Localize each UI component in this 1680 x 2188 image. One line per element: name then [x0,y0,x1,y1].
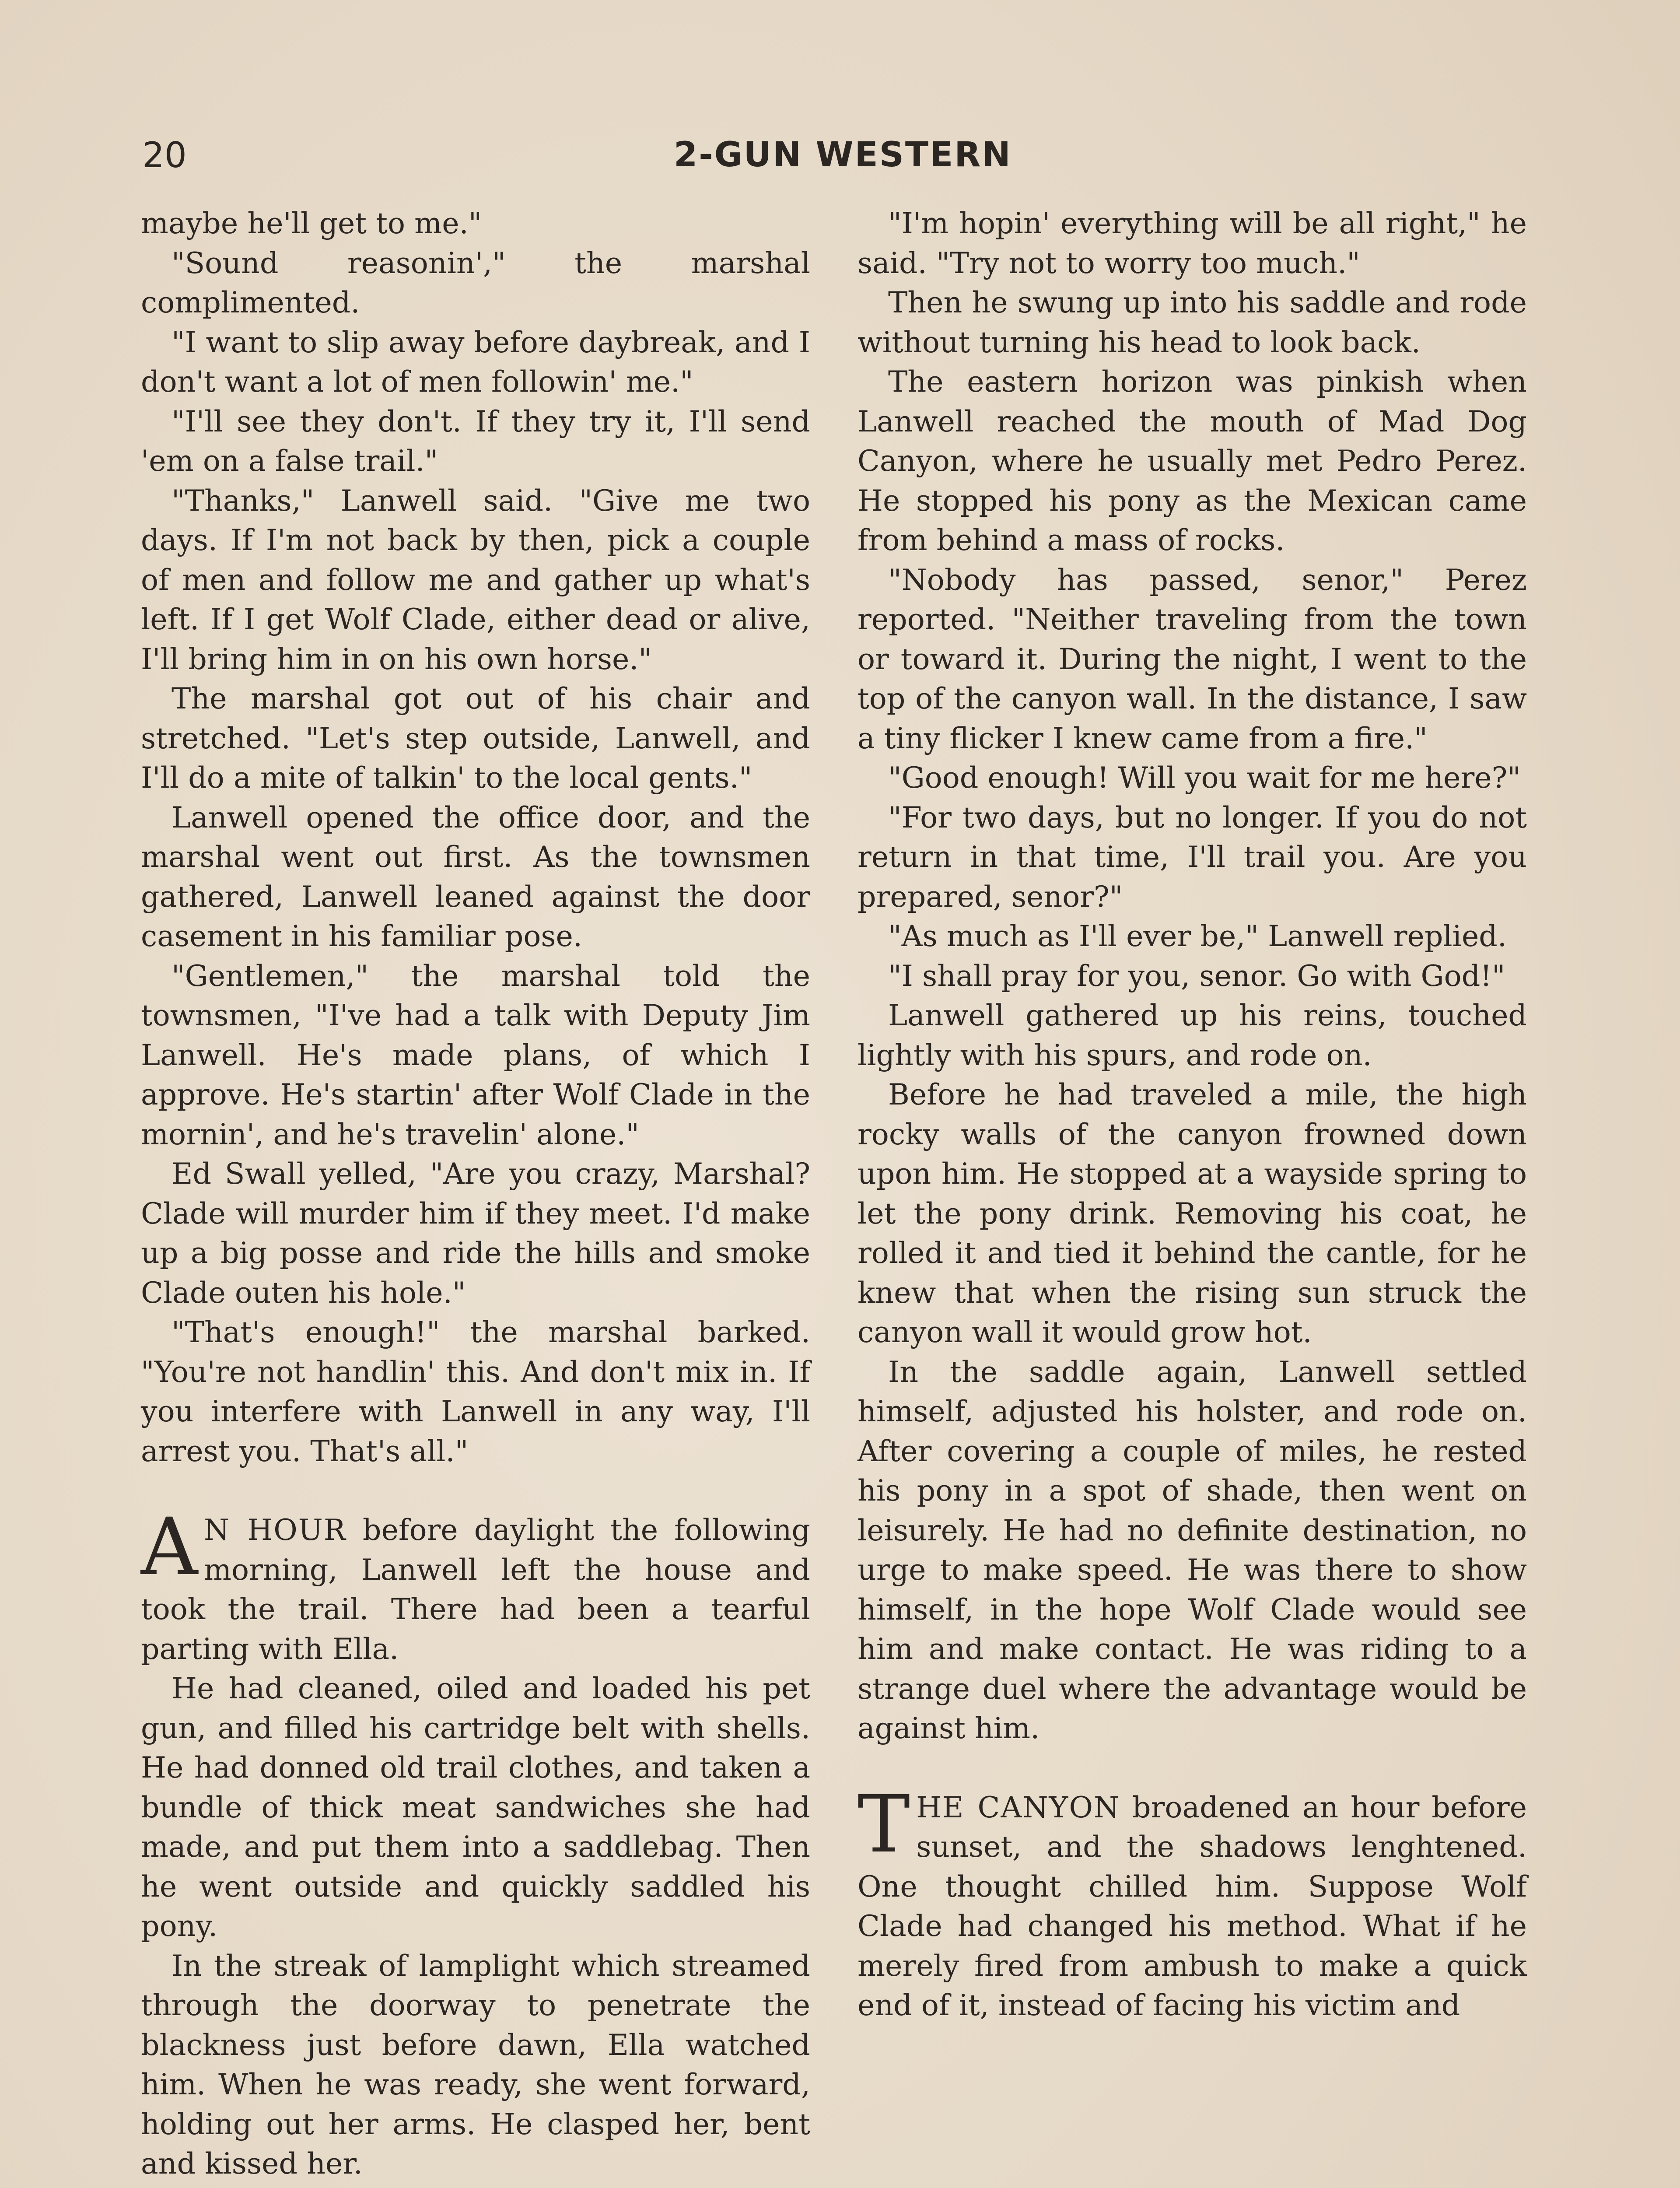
page-number: 20 [142,135,187,175]
lead-in-caps: N HOUR [204,1513,346,1547]
paragraph: Ed Swall yelled, "Are you crazy, Marshal? Clade will murder him if they meet. I'd make up a big posse and ride the hills and smoke Clade outen his hole." [141,1157,810,1310]
paragraph: "I shall pray for you, senor. Go with God!" [888,958,1505,993]
drop-cap: T [858,1778,910,1870]
section-opening-paragraph [141,1501,810,1669]
paragraph: Then he swung up into his saddle and rode without turning his head to look back. [858,285,1527,359]
paragraph: In the saddle again, Lanwell settled himself, adjusted his holster, and rode on. After covering a couple of miles, he rested his pony in a spot of shade, then went on leisurely. He had no definite destination, no urge to make speed. He was there to show himself, in the hope Wolf Clade would see him and make contact. He was riding to a strange duel where the advantage would be against him. [858,1354,1527,1745]
paragraph-text: broadened an hour before sunset, and the shadows lenghtened. One thought chilled him. Suppose Wolf Clade had changed his method. What if he merely fired from ambush to make a quick end of it, instead of facing his victim and [858,1790,1527,2022]
paragraph: Lanwell opened the office door, and the marshal went out first. As the townsmen gathered, Lanwell leaned against the door casement in his familiar pose. [141,800,810,953]
lead-in-caps: HE CANYON [916,1790,1120,1824]
section-opening-paragraph [858,1778,1527,2025]
drop-cap: A [141,1501,198,1593]
paragraph: "Thanks," Lanwell said. "Give me two days. If I'm not back by then, pick a couple of men and follow me and gather up what's left. If I get Wolf Clade, either dead or alive, I'll bring him in on his own horse." [141,483,810,676]
paragraph: "As much as I'll ever be," Lanwell replied. [888,919,1507,953]
paragraph: "Good enough! Will you wait for me here?" [888,761,1521,795]
paragraph: In the streak of lamplight which streamed through the doorway to penetrate the blackness just before dawn, Ella watched him. When he was ready, she went forward, holding out her arms. He clasped her, bent and kissed her. [141,1948,810,2181]
paragraph: He had cleaned, oiled and loaded his pet gun, and filled his cartridge belt with shells. He had donned old trail clothes, and taken a bundle of thick meat sandwiches she had made, and put them into a saddlebag. Then he went outside and quickly saddled his pony. [141,1671,810,1943]
paragraph: "I'm hopin' everything will be all right," he said. "Try not to worry too much." [858,206,1527,280]
paragraph: "That's enough!" the marshal barked. "You're not handlin' this. And don't mix in. If you interfere with Lanwell in any way, I'll arrest you. That's all." [141,1315,810,1468]
paragraph: "I'll see they don't. If they try it, I'll send 'em on a false trail." [141,404,810,478]
running-head: 2-GUN WESTERN [674,135,1012,175]
paragraph: The eastern horizon was pinkish when Lanwell reached the mouth of Mad Dog Canyon, where he usually met Pedro Perez. He stopped his pony as the Mexican came from behind a mass of rocks. [858,365,1527,557]
paragraph-text: before daylight the following morning, Lanwell left the house and took the trail. There had been a tearful parting with Ella. [141,1513,810,1666]
paragraph: Before he had traveled a mile, the high rocky walls of the canyon frowned down upon him. He stopped at a wayside spring to let the pony drink. Removing his coat, he rolled it and tied it behind the cantle, for he knew that when the rising sun struck the canyon wall it would grow hot. [858,1077,1527,1349]
paragraph: "For two days, but no longer. If you do not return in that time, I'll trail you. Are you prepared, senor?" [858,800,1527,914]
left-column [141,203,810,2184]
paragraph: maybe he'll get to me." [141,206,482,240]
paragraph: "Sound reasonin'," the marshal complimented. [141,245,810,319]
paragraph: "I want to slip away before daybreak, and I don't want a lot of men followin' me." [141,325,810,399]
paragraph: The marshal got out of his chair and stretched. "Let's step outside, Lanwell, and I'll do a mite of talkin' to the local gents." [141,681,810,795]
paragraph: "Gentlemen," the marshal told the townsmen, "I've had a talk with Deputy Jim Lanwell. He's made plans, of which I approve. He's startin' after Wolf Clade in the mornin', and he's travelin' alone." [141,958,810,1151]
paragraph: "Nobody has passed, senor," Perez reported. "Neither traveling from the town or toward it. During the night, I went to the top of the canyon wall. In the distance, I saw a tiny flicker I knew came from a fire." [858,562,1527,755]
paragraph: Lanwell gathered up his reins, touched lightly with his spurs, and rode on. [858,998,1527,1072]
right-column [858,203,1527,2025]
